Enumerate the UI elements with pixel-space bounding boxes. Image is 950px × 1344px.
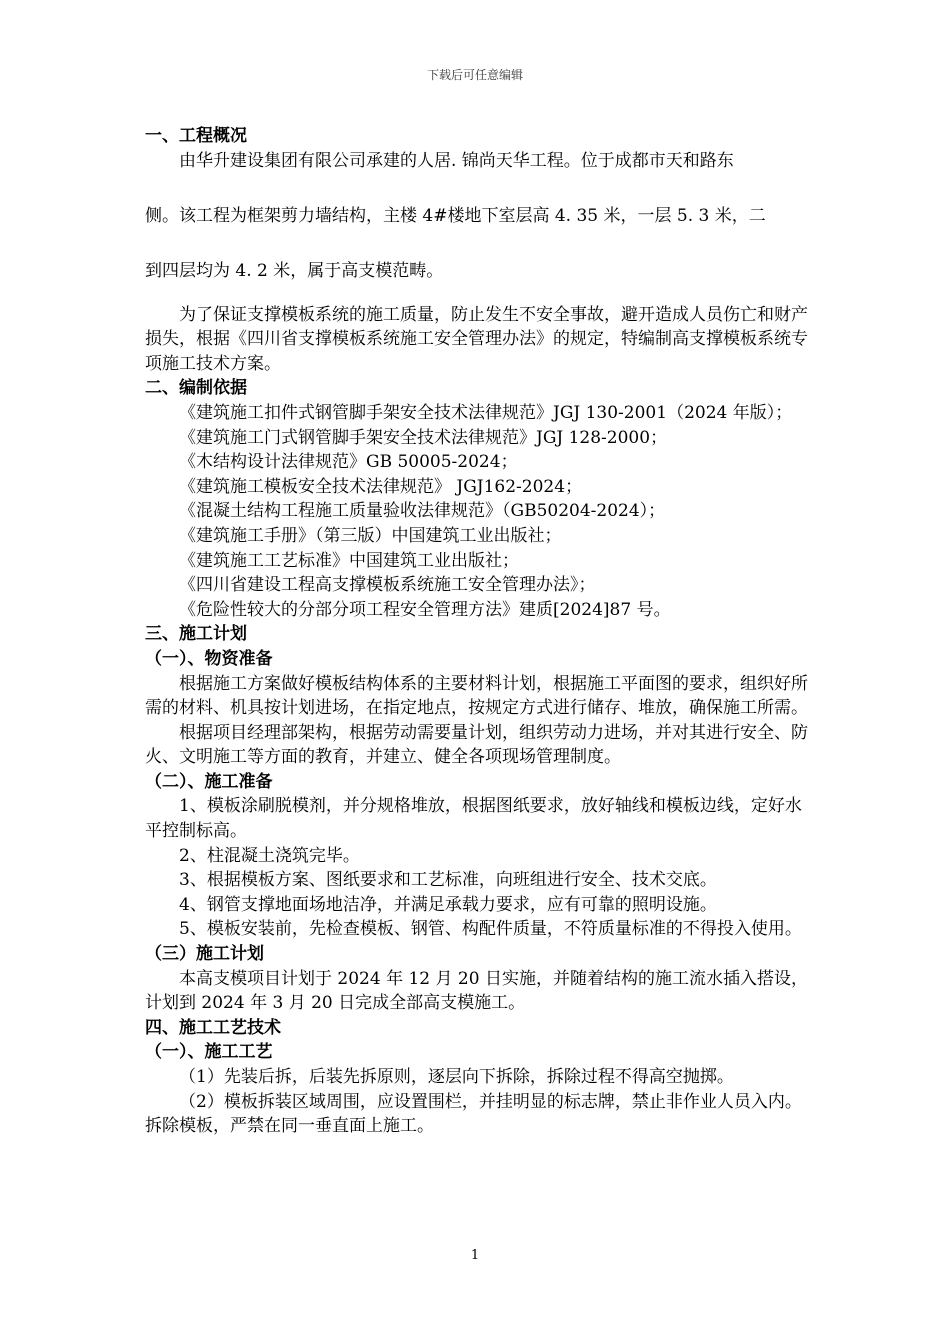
subsection-4-1-heading: （一）、施工工艺 — [145, 1042, 273, 1063]
materials-paragraph-2: 根据项目经理部架构，根据劳动需要量计划，组织劳动力进场，并对其进行安全、防火、文明施工等方面的教育，并建立、健全各项现场管理制度。 — [145, 722, 808, 768]
reference-item: 《木结构设计法律规范》GB 50005-2024； — [179, 452, 518, 473]
preparation-item: 5、模板安装前，先检查模板、钢管、构配件质量，不符质量标准的不得投入使用。 — [179, 919, 802, 940]
overview-line-2: 侧。该工程为框架剪力墙结构，主楼 4#楼地下室层高 4. 35 米，一层 5. 3 米，二 — [145, 205, 766, 226]
page-header: 下载后可任意编辑 — [426, 68, 523, 82]
section-1-heading: 一、工程概况 — [145, 126, 247, 146]
reference-item: 《危险性较大的分部分项工程安全管理方法》建质[2024]87 号。 — [179, 599, 671, 620]
reference-item: 《建筑施工工艺标准》中国建筑工业出版社； — [179, 550, 519, 571]
page-number: 1 — [470, 1248, 480, 1263]
reference-item: 《四川省建设工程高支撑模板系统施工安全管理办法》； — [179, 575, 596, 596]
subsection-3-3-heading: （三）施工计划 — [145, 944, 264, 965]
section-3-heading: 三、施工计划 — [145, 624, 247, 645]
craft-item: （2）模板拆装区域周围，应设置围栏，并挂明显的标志牌，禁止非作业人员入内。拆除模板，严禁在同一垂直面上施工。 — [145, 1091, 802, 1137]
reference-item: 《建筑施工手册》（第三版）中国建筑工业出版社； — [179, 525, 562, 546]
section-4-heading: 四、施工工艺技术 — [145, 1017, 281, 1038]
materials-paragraph-1: 根据施工方案做好模板结构体系的主要材料计划，根据施工平面图的要求，组织好所需的材料、机具按计划进场，在指定地点，按规定方式进行储存、堆放，确保施工所需。 — [145, 673, 808, 719]
overview-paragraph-2: 为了保证支撑模板系统的施工质量，防止发生不安全事故，避开造成人员伤亡和财产损失，根据《四川省支撑模板系统施工安全管理办法》的规定，特编制高支撑模板系统专项施工技术方案。 — [145, 304, 808, 374]
reference-item: 《建筑施工模板安全技术法律规范》 JGJ162-2024； — [179, 476, 583, 497]
preparation-item: 1、模板涂刷脱模剂，并分规格堆放，根据图纸要求，放好轴线和模板边线，定好水平控制标高。 — [145, 796, 802, 842]
subsection-3-2-heading: （二）、施工准备 — [145, 771, 273, 792]
reference-item: 《建筑施工扣件式钢管脚手架安全技术法律规范》JGJ 130-2001（2024 年版）； — [179, 402, 793, 423]
reference-item: 《混凝土结构工程施工质量验收法律规范》（GB50204-2024）； — [179, 501, 666, 522]
subsection-3-1-heading: （一）、物资准备 — [145, 648, 273, 669]
document-body — [145, 124, 811, 1139]
reference-item: 《建筑施工门式钢管脚手架安全技术法律规范》JGJ 128-2000； — [179, 427, 668, 448]
craft-item: （1）先装后拆，后装先拆原则，逐层向下拆除，拆除过程不得高空抛掷。 — [179, 1067, 734, 1087]
preparation-item: 3、根据模板方案、图纸要求和工艺标准，向班组进行安全、技术交底。 — [179, 870, 717, 891]
overview-line-1: 由华升建设集团有限公司承建的人居. 锦尚天华工程。位于成都市天和路东 — [179, 150, 734, 171]
preparation-item: 2、柱混凝土浇筑完毕。 — [179, 845, 360, 866]
preparation-item: 4、钢管支撑地面场地洁净，并满足承载力要求，应有可靠的照明设施。 — [179, 894, 717, 915]
overview-line-3: 到四层均为 4. 2 米，属于高支模范畴。 — [145, 260, 444, 281]
schedule-paragraph: 本高支模项目计划于 2024 年 12 月 20 日实施，并随着结构的施工流水插入搭设，计划到 2024 年 3 月 20 日完成全部高支模施工。 — [145, 968, 808, 1014]
section-2-heading: 二、编制依据 — [145, 378, 247, 399]
